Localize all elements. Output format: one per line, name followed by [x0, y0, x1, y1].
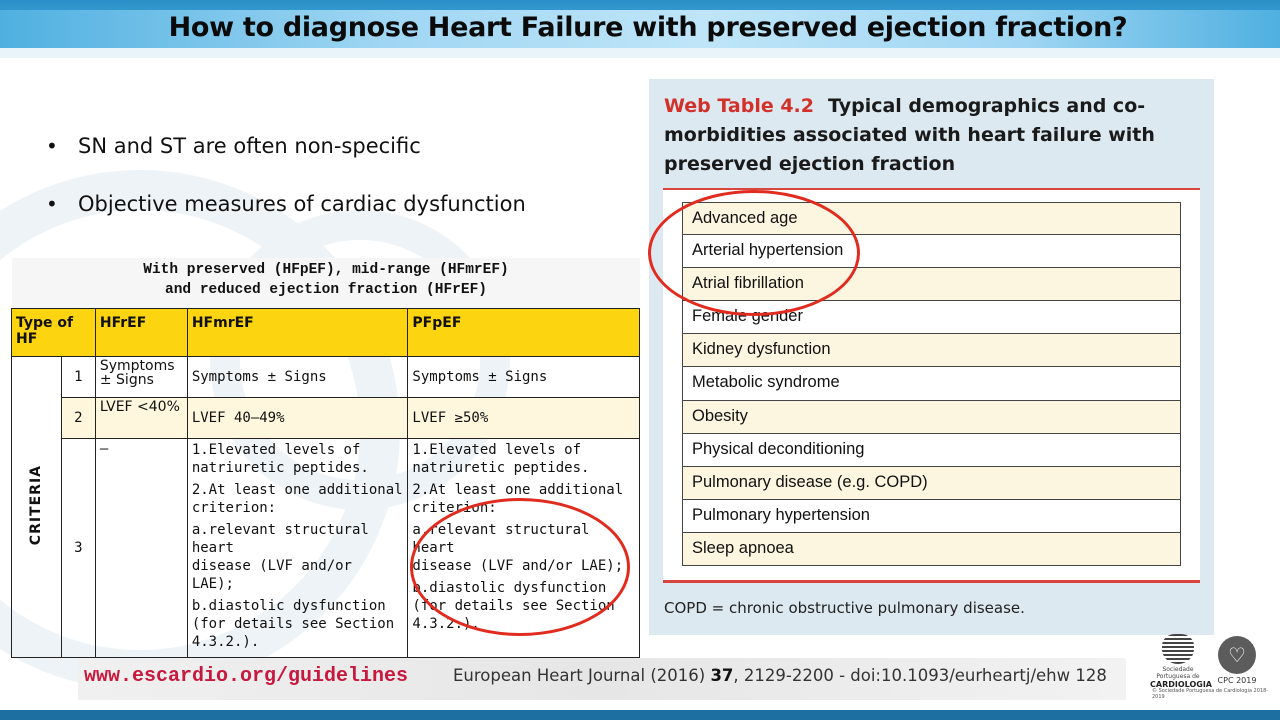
table-header-row — [12, 309, 640, 357]
web-table-footnote: COPD = chronic obstructive pulmonary disease. — [664, 599, 1025, 617]
heart-outline-icon: ♡ — [1218, 636, 1256, 674]
ref-pages: , 2129-2200 - doi:10.1093/eurheartj/ehw 128 — [733, 666, 1107, 685]
table-row — [12, 357, 640, 398]
criteria-table-caption — [12, 258, 640, 308]
list-item: Kidney dysfunction — [682, 334, 1181, 367]
annotation-circle-diastolic — [410, 498, 630, 636]
criterion-text: 1.Elevated levels of natriuretic peptides. — [412, 442, 590, 476]
cell-hfref: Symptoms ± Signs — [95, 357, 187, 398]
row-number: 2 — [61, 398, 95, 439]
criteria-label: CRITERIA — [28, 464, 45, 546]
page-title: How to diagnose Heart Failure with preserved ejection fraction? — [168, 12, 1128, 43]
caption-line-2: and reduced ejection fraction (HFrEF) — [165, 282, 487, 298]
spc-logo-line1: Sociedade Portuguesa de — [1156, 666, 1200, 680]
criterion-text: 2.At least one additional criterion: — [191, 482, 403, 516]
header-hfmref: HFmrEF — [187, 309, 408, 357]
annotation-circle-comorbidities — [648, 190, 860, 316]
guidelines-link[interactable]: www.escardio.org/guidelines — [84, 665, 409, 688]
bottom-strip — [0, 710, 1280, 720]
spc-logo — [1150, 634, 1212, 689]
criteria-side-cell — [12, 357, 62, 658]
cell-hfref: LVEF <40% — [95, 398, 187, 439]
header-hfref: HFrEF — [95, 309, 187, 357]
copyright-text: © Sociedade Portuguesa de Cardiologia 2018-2019 — [1152, 688, 1269, 700]
cpc-logo-text: CPC 2019 — [1217, 676, 1257, 685]
table-row — [12, 398, 640, 439]
bullet-item: • Objective measures of cardiac dysfunction — [46, 192, 526, 250]
cell-hfref: – — [95, 439, 187, 658]
bullet-item: • SN and ST are often non-specific — [46, 134, 526, 192]
list-item: Sleep apnoea — [682, 533, 1181, 566]
criterion-text: 1.Elevated levels of natriuretic peptides. — [191, 442, 369, 476]
header-hfpef: PFpEF — [408, 309, 640, 357]
list-item: Physical deconditioning — [682, 434, 1181, 467]
spc-logo-line2: CARDIOLOGIA — [1150, 680, 1212, 689]
list-item: Pulmonary hypertension — [682, 500, 1181, 533]
row-number: 3 — [61, 439, 95, 658]
list-item: Obesity — [682, 401, 1181, 434]
criterion-text: b.diastolic dysfunction (for details see Section 4.3.2.). — [191, 598, 395, 650]
ref-volume: 37 — [710, 666, 734, 685]
criterion-text: a.relevant structural heart disease (LVF and/or LAE); — [412, 522, 624, 574]
list-item: Female gender — [682, 301, 1181, 334]
list-item: Metabolic syndrome — [682, 367, 1181, 400]
cell-hfpef: LVEF ≥50% — [408, 398, 640, 439]
cell-hfmref — [187, 439, 408, 658]
list-item: Atrial fibrillation — [682, 268, 1181, 301]
row-number: 1 — [61, 357, 95, 398]
cpc-logo — [1214, 636, 1260, 685]
criterion-text: b.diastolic dysfunction (for details see Section 4.3.2.). — [412, 580, 615, 632]
heart-logo-icon — [1162, 634, 1194, 664]
web-table-title: Typical demographics and co-morbidities associated with heart failure with preserved ejection fraction — [664, 95, 1155, 175]
list-item: Advanced age — [682, 202, 1181, 235]
cell-hfmref: Symptoms ± Signs — [187, 357, 408, 398]
caption-line-1: With preserved (HFpEF), mid-range (HFmrEF) — [143, 262, 509, 278]
title-underline — [0, 48, 1280, 58]
web-table-bottom-rule — [663, 580, 1200, 583]
header-type-of-hf: Type of HF — [12, 309, 96, 357]
criterion-text: a.relevant structural heart disease (LVF and/or LAE); — [191, 522, 369, 592]
cell-hfpef: Symptoms ± Signs — [408, 357, 640, 398]
cell-hfmref: LVEF 40–49% — [187, 398, 408, 439]
ref-text: European Heart Journal (2016) — [453, 666, 711, 685]
web-table-number: Web Table 4.2 — [664, 95, 814, 117]
bullet-list — [46, 134, 526, 250]
web-table-heading — [664, 92, 1204, 179]
list-item: Arterial hypertension — [682, 235, 1181, 268]
journal-reference — [453, 666, 1107, 685]
criterion-text: 2.At least one additional criterion: — [412, 482, 624, 516]
list-item: Pulmonary disease (e.g. COPD) — [682, 467, 1181, 500]
